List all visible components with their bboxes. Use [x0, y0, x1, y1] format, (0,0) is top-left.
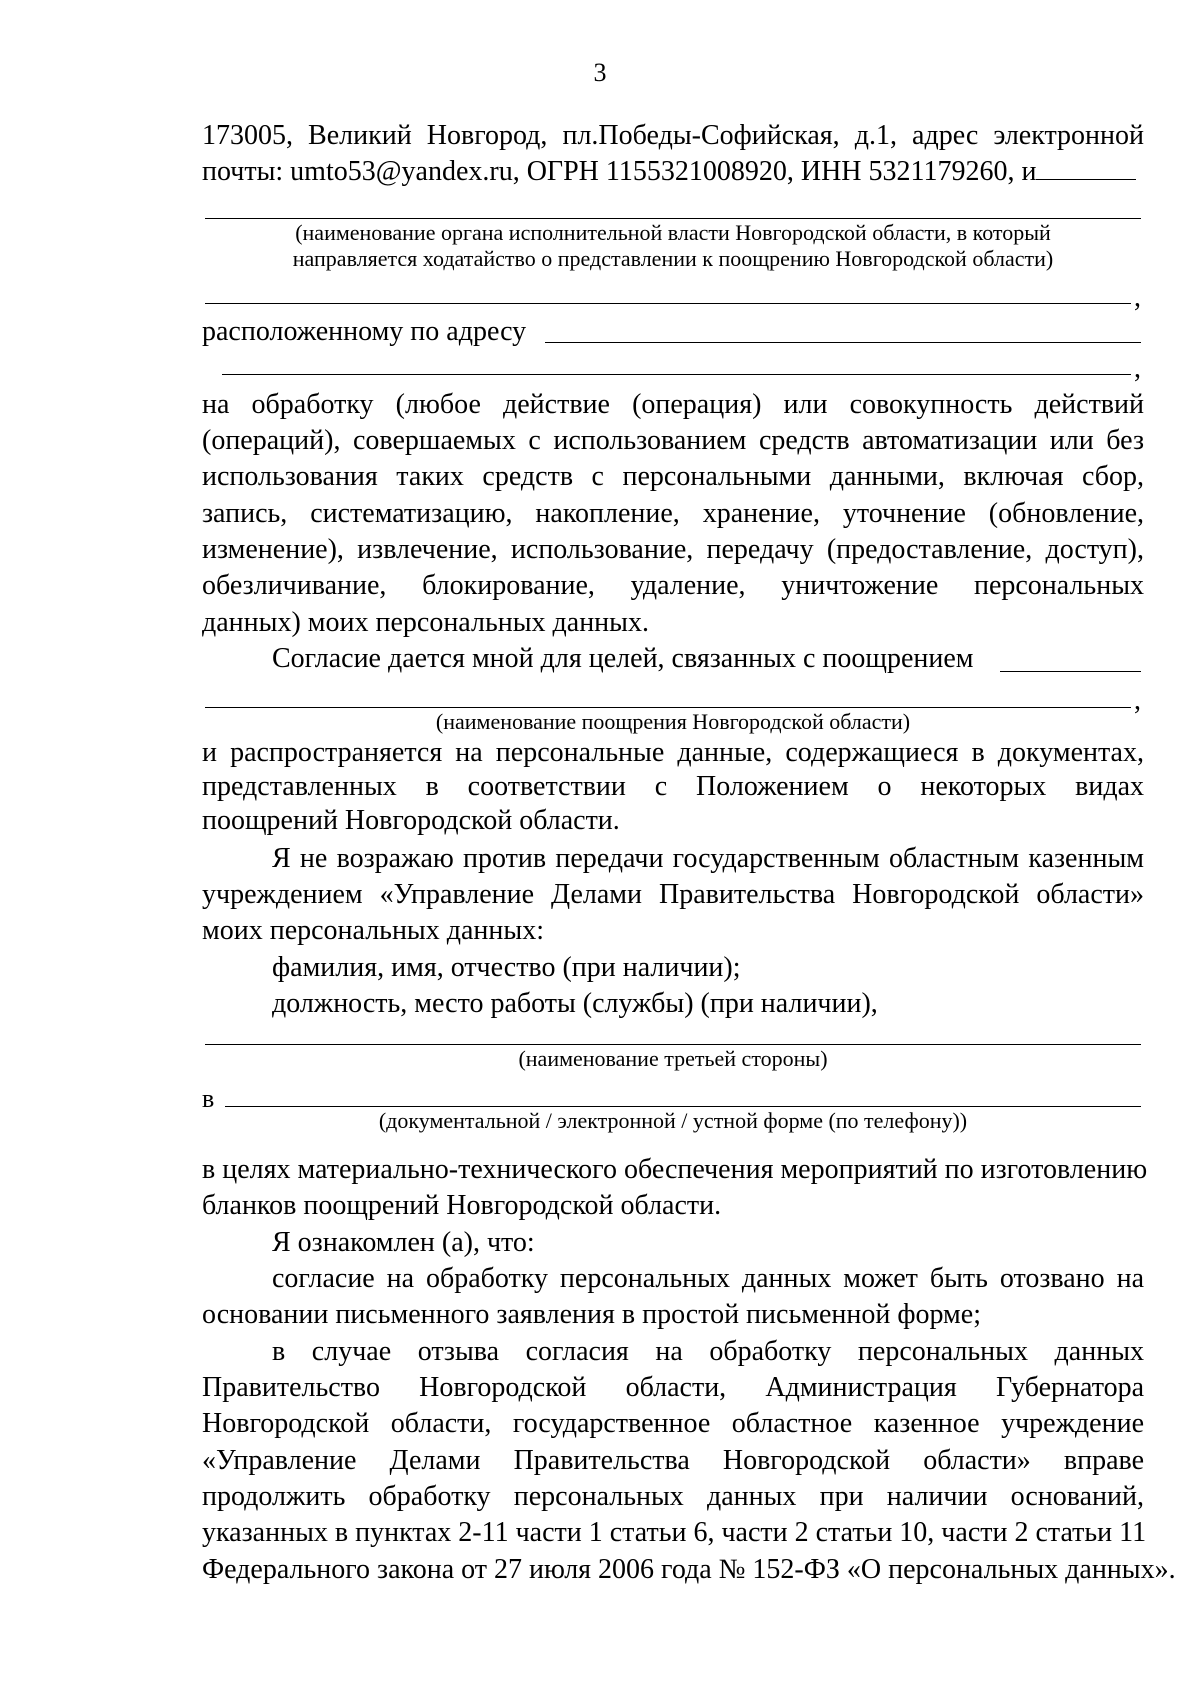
processing-line-2: (операций), совершаемых с использованием средств автоматизации или без	[202, 425, 1144, 456]
consent-text: Согласие дается мной для целей, связанных с поощрением	[272, 643, 974, 674]
data-item-1: фамилия, имя, отчество (при наличии);	[272, 952, 741, 983]
purpose-line-2: бланков поощрений Новгородской области.	[202, 1190, 722, 1221]
withdraw-case-line-1: в случае отзыва согласия на обработку персональных данных	[272, 1336, 1144, 1367]
withdraw-case-line-5: продолжить обработку персональных данных при наличии оснований,	[202, 1481, 1144, 1512]
acquainted-line: Я ознакомлен (а), что:	[272, 1227, 535, 1258]
processing-line-7: данных) моих персональных данных.	[202, 607, 649, 638]
withdraw-line-1: согласие на обработку персональных данных может быть отозвано на	[272, 1263, 1144, 1294]
extends-line-1: и распространяется на персональные данные, содержащиеся в документах,	[202, 737, 1144, 768]
withdraw-case-line-2: Правительство Новгородской области, Администрация Губернатора	[202, 1372, 1144, 1403]
extends-line-3: поощрений Новгородской области.	[202, 805, 620, 836]
processing-line-5: изменение), извлечение, использование, передачу (предоставление, доступ),	[202, 534, 1144, 565]
withdraw-line-2: основании письменного заявления в простой письменной форме;	[202, 1299, 981, 1330]
authority-caption-2: направляется ходатайство о представлении к поощрению Новгородской области)	[292, 246, 1054, 271]
data-item-2: должность, место работы (службы) (при наличии),	[272, 988, 878, 1019]
authority-blank-line	[205, 218, 1141, 219]
no-objection-line-1: Я не возражаю против передачи государственным областным казенным	[272, 843, 1144, 874]
intro-line-2	[202, 155, 1144, 189]
processing-line-4: запись, систематизацию, накопление, хранение, уточнение (обновление,	[202, 498, 1144, 529]
withdraw-case-line-3: Новгородской области, государственное областное казенное учреждение	[202, 1408, 1144, 1439]
address-blank-line-2	[222, 374, 1131, 375]
form-caption: (документальной / электронной / устной форме (по телефону))	[378, 1108, 968, 1133]
no-objection-line-2: учреждением «Управление Делами Правительства Новгородской области»	[202, 879, 1144, 910]
address-line	[202, 315, 1144, 349]
processing-line-1: на обработку (любое действие (операция) или совокупность действий	[202, 389, 1144, 420]
comma-3: ,	[1134, 685, 1141, 716]
address-blank-line	[545, 342, 1141, 343]
authority-blank-start	[1036, 157, 1136, 180]
form-in-label: в	[202, 1084, 215, 1113]
authority-blank-line-2	[205, 303, 1131, 304]
withdraw-case-line-4: «Управление Делами Правительства Новгородской области» вправе	[202, 1445, 1144, 1476]
withdraw-case-line-7: Федерального закона от 27 июля 2006 года № 152-ФЗ «О персональных данных».	[202, 1554, 1176, 1585]
authority-caption-1: (наименование органа исполнительной власти Новгородской области, в который	[295, 220, 1051, 245]
award-caption: (наименование поощрения Новгородской области)	[435, 709, 911, 734]
intro-line-2-text: почты: umto53@yandex.ru, ОГРН 1155321008920, ИНН 5321179260, и	[202, 156, 1037, 187]
no-objection-line-3: моих персональных данных:	[202, 915, 544, 946]
form-blank-line	[225, 1106, 1141, 1107]
third-party-blank-line	[205, 1044, 1141, 1045]
award-blank-start	[1000, 671, 1141, 672]
extends-line-2: представленных в соответствии с Положением о некоторых видах	[202, 771, 1144, 802]
third-party-caption: (наименование третьей стороны)	[518, 1046, 828, 1071]
address-label: расположенному по адресу	[202, 316, 527, 347]
withdraw-case-line-6: указанных в пунктах 2-11 части 1 статьи 6, части 2 статьи 10, части 2 статьи 11	[202, 1517, 1147, 1548]
intro-line-1: 173005, Великий Новгород, пл.Победы-Софийская, д.1, адрес электронной	[202, 120, 1144, 151]
processing-line-3: использования таких средств с персональными данными, включая сбор,	[202, 461, 1144, 492]
comma-1: ,	[1134, 282, 1141, 313]
purpose-line-1: в целях материально-технического обеспечения мероприятий по изготовлению	[202, 1154, 1148, 1185]
processing-line-6: обезличивание, блокирование, удаление, уничтожение персональных	[202, 570, 1144, 601]
comma-2: ,	[1134, 353, 1141, 384]
award-blank-line	[205, 707, 1131, 708]
page-number: 3	[593, 58, 607, 87]
